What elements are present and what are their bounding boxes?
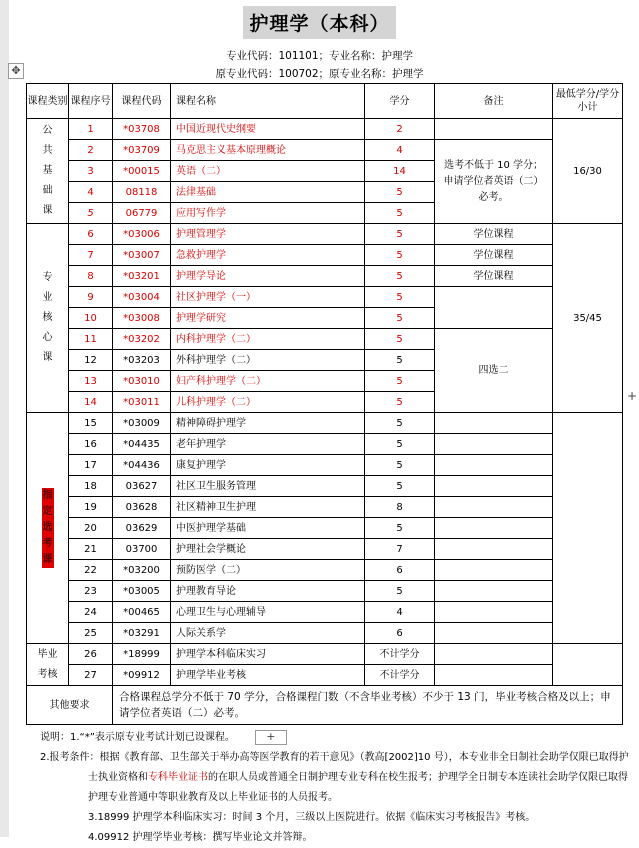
code-line-current: 专业代码：101101；专业名称：护理学 — [225, 50, 414, 62]
table-row — [27, 224, 623, 245]
course-credit: 6 — [365, 560, 435, 581]
note-empty — [435, 539, 553, 560]
course-seq: 8 — [69, 266, 113, 287]
course-name: 护理学研究 — [171, 308, 365, 329]
course-seq: 7 — [69, 245, 113, 266]
category-grad: 毕业考核 — [27, 644, 69, 686]
table-row — [27, 413, 623, 434]
table-row — [27, 140, 623, 161]
table-row — [27, 266, 623, 287]
course-name: 法律基础 — [171, 182, 365, 203]
course-code: 08118 — [113, 182, 171, 203]
page-edge — [0, 0, 9, 837]
table-row — [27, 560, 623, 581]
course-code: *03200 — [113, 560, 171, 581]
header-category: 课程类别 — [27, 84, 69, 119]
course-seq: 13 — [69, 371, 113, 392]
course-seq: 5 — [69, 203, 113, 224]
note-empty — [435, 602, 553, 623]
note-degree-course: 学位课程 — [435, 224, 553, 245]
note-degree-course: 学位课程 — [435, 245, 553, 266]
course-seq: 11 — [69, 329, 113, 350]
note-choose-two: 四选二 — [435, 329, 553, 413]
course-credit: 4 — [365, 602, 435, 623]
min-credit-core: 35/45 — [553, 224, 623, 413]
course-name: 儿科护理学（二） — [171, 392, 365, 413]
table-row — [27, 665, 623, 686]
course-name: 护理社会学概论 — [171, 539, 365, 560]
table-header-row — [27, 84, 623, 119]
course-code: *03010 — [113, 371, 171, 392]
header-credit: 学分 — [365, 84, 435, 119]
course-name: 妇产科护理学（二） — [171, 371, 365, 392]
course-name: 护理学毕业考核 — [171, 665, 365, 686]
course-name: 社区护理学（一） — [171, 287, 365, 308]
note-empty — [435, 623, 553, 644]
course-credit: 5 — [365, 287, 435, 308]
course-name: 社区精神卫生护理 — [171, 497, 365, 518]
note-empty — [435, 476, 553, 497]
add-row-icon[interactable]: + — [255, 730, 287, 745]
course-name: 急救护理学 — [171, 245, 365, 266]
course-credit: 14 — [365, 161, 435, 182]
header-code: 课程代码 — [113, 84, 171, 119]
course-seq: 3 — [69, 161, 113, 182]
course-credit: 5 — [365, 434, 435, 455]
note-empty — [435, 560, 553, 581]
course-credit: 5 — [365, 476, 435, 497]
course-code: *03203 — [113, 350, 171, 371]
note-empty — [435, 455, 553, 476]
title-wrap — [0, 6, 639, 39]
course-seq: 15 — [69, 413, 113, 434]
note-empty — [435, 644, 553, 665]
header-seq: 课程序号 — [69, 84, 113, 119]
course-code: *04435 — [113, 434, 171, 455]
course-code: *03006 — [113, 224, 171, 245]
course-name: 护理学本科临床实习 — [171, 644, 365, 665]
course-name: 内科护理学（二） — [171, 329, 365, 350]
notes — [40, 728, 630, 848]
course-credit: 不计学分 — [365, 644, 435, 665]
course-credit: 5 — [365, 455, 435, 476]
table-row — [27, 602, 623, 623]
note-public: 选考不低于 10 学分；申请学位者英语（二）必考。 — [435, 140, 553, 224]
course-seq: 22 — [69, 560, 113, 581]
course-code: *03009 — [113, 413, 171, 434]
min-credit-public: 16/30 — [553, 119, 623, 224]
course-credit: 5 — [365, 371, 435, 392]
course-name: 护理学导论 — [171, 266, 365, 287]
course-seq: 2 — [69, 140, 113, 161]
course-code: *03708 — [113, 119, 171, 140]
note-4: 4.09912 护理学毕业考核：撰写毕业论文并答辩。 — [88, 832, 313, 843]
course-credit: 5 — [365, 245, 435, 266]
table-row — [27, 245, 623, 266]
course-seq: 24 — [69, 602, 113, 623]
course-code: 03627 — [113, 476, 171, 497]
note-empty — [435, 413, 553, 434]
course-seq: 27 — [69, 665, 113, 686]
course-name: 护理教育导论 — [171, 581, 365, 602]
course-credit: 不计学分 — [365, 665, 435, 686]
course-code: *03201 — [113, 266, 171, 287]
table-row — [27, 455, 623, 476]
note-empty — [435, 665, 553, 686]
note-2-highlight: 专科毕业证书 — [148, 772, 208, 783]
table-row — [27, 476, 623, 497]
header-note: 备注 — [435, 84, 553, 119]
course-seq: 12 — [69, 350, 113, 371]
table-row — [27, 119, 623, 140]
header-name: 课程名称 — [171, 84, 365, 119]
course-code: *03709 — [113, 140, 171, 161]
course-credit: 5 — [365, 518, 435, 539]
course-name: 中国近现代史纲要 — [171, 119, 365, 140]
table-move-handle-icon[interactable]: ✥ — [8, 63, 24, 79]
course-code: *03011 — [113, 392, 171, 413]
course-credit: 7 — [365, 539, 435, 560]
course-seq: 14 — [69, 392, 113, 413]
course-name: 人际关系学 — [171, 623, 365, 644]
course-name: 精神障碍护理学 — [171, 413, 365, 434]
course-seq: 16 — [69, 434, 113, 455]
course-seq: 4 — [69, 182, 113, 203]
course-code: *18999 — [113, 644, 171, 665]
course-code: 06779 — [113, 203, 171, 224]
course-credit: 5 — [365, 182, 435, 203]
category-public: 公共基础课 — [27, 119, 69, 224]
course-credit: 5 — [365, 203, 435, 224]
note-2: 2.报考条件：根据《教育部、卫生部关于举办高等医学教育的若干意见》（教高[2002]10 号），本专业非全日制社会助学仅限已取得护士执业资格和专科毕业证书的在职人员或普通全日制护理专业专科在校生报考；护理学全日制专本连读社会助学仅限已取得护理专业普通中等职业教育及以上毕业证书的人员报考。 — [40, 752, 629, 803]
course-credit: 5 — [365, 266, 435, 287]
course-credit: 5 — [365, 392, 435, 413]
code-line-original: 原专业代码：100702；原专业名称：护理学 — [215, 68, 424, 80]
note-degree-course: 学位课程 — [435, 266, 553, 287]
course-seq: 10 — [69, 308, 113, 329]
note-1: 说明：1.“*”表示原专业考试计划已设课程。 + — [40, 728, 630, 748]
course-seq: 1 — [69, 119, 113, 140]
table-row — [27, 518, 623, 539]
course-name: 老年护理学 — [171, 434, 365, 455]
course-name: 预防医学（二） — [171, 560, 365, 581]
note-empty — [435, 119, 553, 140]
course-name: 护理管理学 — [171, 224, 365, 245]
course-credit: 2 — [365, 119, 435, 140]
course-credit: 8 — [365, 497, 435, 518]
course-credit: 5 — [365, 308, 435, 329]
course-credit: 5 — [365, 581, 435, 602]
category-other: 其他要求 — [27, 686, 113, 725]
page-title: 护理学（本科） — [243, 6, 395, 39]
course-seq: 17 — [69, 455, 113, 476]
table-row — [27, 623, 623, 644]
course-seq: 23 — [69, 581, 113, 602]
note-3: 3.18999 护理学本科临床实习：时间 3 个月，三级以上医院进行。依据《临床实习考核报告》考核。 — [88, 812, 536, 823]
course-code: *03004 — [113, 287, 171, 308]
note-empty — [435, 518, 553, 539]
course-code: 03628 — [113, 497, 171, 518]
course-name: 英语（二） — [171, 161, 365, 182]
note-empty — [435, 581, 553, 602]
course-credit: 4 — [365, 140, 435, 161]
course-credit: 6 — [365, 623, 435, 644]
course-code: *04436 — [113, 455, 171, 476]
course-credit: 5 — [365, 224, 435, 245]
note-empty — [435, 287, 553, 329]
table-row — [27, 287, 623, 308]
course-name: 应用写作学 — [171, 203, 365, 224]
course-table — [26, 83, 623, 725]
course-code: *03291 — [113, 623, 171, 644]
course-code: *03202 — [113, 329, 171, 350]
note-empty — [435, 497, 553, 518]
course-code: *00465 — [113, 602, 171, 623]
course-name: 中医护理学基础 — [171, 518, 365, 539]
course-credit: 5 — [365, 350, 435, 371]
course-name: 社区卫生服务管理 — [171, 476, 365, 497]
add-column-icon[interactable]: + — [627, 389, 638, 403]
course-name: 外科护理学（二） — [171, 350, 365, 371]
course-seq: 6 — [69, 224, 113, 245]
course-code: *00015 — [113, 161, 171, 182]
category-core: 专业核心课 — [27, 224, 69, 413]
course-name: 马克思主义基本原理概论 — [171, 140, 365, 161]
course-code: 03700 — [113, 539, 171, 560]
category-elective — [27, 413, 69, 644]
course-code: *09912 — [113, 665, 171, 686]
course-seq: 26 — [69, 644, 113, 665]
other-requirements-text: 合格课程总学分不低于 70 学分，合格课程门数（不含毕业考核）不少于 13 门，毕业考核合格及以上；申请学位者英语（二）必考。 — [113, 686, 623, 725]
table-row — [27, 497, 623, 518]
min-credit-grad — [553, 644, 623, 686]
min-credit-elective — [553, 413, 623, 644]
category-elective-label: 指定选考课 — [42, 488, 54, 568]
table-row — [27, 644, 623, 665]
table-row — [27, 329, 623, 350]
table-row — [27, 434, 623, 455]
course-seq: 18 — [69, 476, 113, 497]
course-seq: 20 — [69, 518, 113, 539]
course-seq: 19 — [69, 497, 113, 518]
course-name: 康复护理学 — [171, 455, 365, 476]
note-empty — [435, 434, 553, 455]
course-name: 心理卫生与心理辅导 — [171, 602, 365, 623]
table-row — [27, 539, 623, 560]
course-seq: 9 — [69, 287, 113, 308]
table-row — [27, 581, 623, 602]
course-code: *03007 — [113, 245, 171, 266]
course-code: *03005 — [113, 581, 171, 602]
course-credit: 5 — [365, 329, 435, 350]
course-code: *03008 — [113, 308, 171, 329]
course-seq: 21 — [69, 539, 113, 560]
header-min-credit: 最低学分/学分小计 — [553, 84, 623, 119]
course-code: 03629 — [113, 518, 171, 539]
course-seq: 25 — [69, 623, 113, 644]
course-credit: 5 — [365, 413, 435, 434]
table-row-other — [27, 686, 623, 725]
